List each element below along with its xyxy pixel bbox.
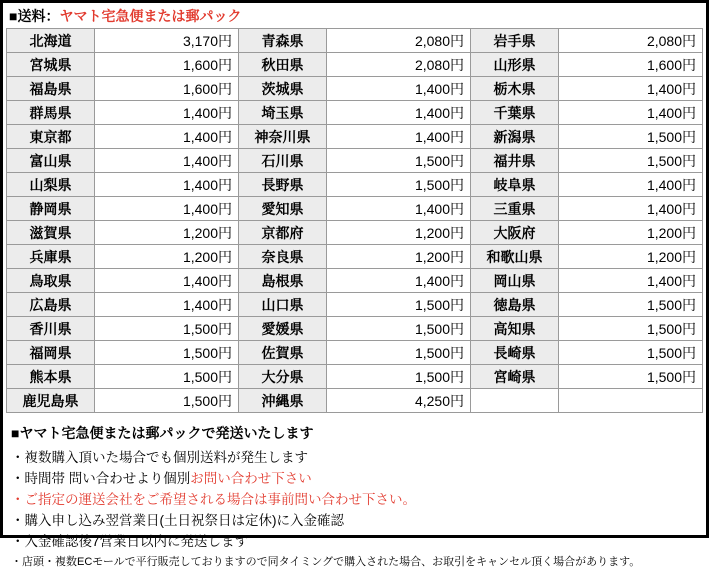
fee-cell: 1,500円 (327, 293, 471, 317)
fee-cell: 1,200円 (559, 221, 703, 245)
prefecture-cell: 熊本県 (7, 365, 95, 389)
table-row (7, 365, 703, 389)
prefecture-cell: 福岡県 (7, 341, 95, 365)
fee-cell: 2,080円 (327, 29, 471, 53)
prefecture-cell: 三重県 (471, 197, 559, 221)
prefecture-cell: 岐阜県 (471, 173, 559, 197)
prefecture-cell: 山梨県 (7, 173, 95, 197)
fee-cell: 1,500円 (559, 365, 703, 389)
page-title (3, 3, 706, 27)
prefecture-cell: 神奈川県 (239, 125, 327, 149)
fee-cell: 1,500円 (559, 293, 703, 317)
prefecture-cell: 千葉県 (471, 101, 559, 125)
fee-cell: 1,400円 (327, 125, 471, 149)
prefecture-cell: 宮城県 (7, 53, 95, 77)
prefecture-cell: 鹿児島県 (7, 389, 95, 413)
table-row (7, 29, 703, 53)
note-line (11, 531, 706, 552)
fee-cell: 1,400円 (95, 173, 239, 197)
fee-cell: 1,600円 (559, 53, 703, 77)
notes-section (11, 423, 706, 571)
fee-cell: 1,400円 (95, 197, 239, 221)
prefecture-cell: 島根県 (239, 269, 327, 293)
note-text: ・購入申し込み翌営業日(土日祝祭日は定休)に入金確認 (11, 513, 344, 528)
fee-cell: 1,400円 (327, 77, 471, 101)
fee-cell: 1,200円 (95, 221, 239, 245)
prefecture-cell: 長崎県 (471, 341, 559, 365)
fee-cell: 1,200円 (559, 245, 703, 269)
fee-cell: 1,500円 (95, 389, 239, 413)
prefecture-cell: 福島県 (7, 77, 95, 101)
prefecture-cell: 栃木県 (471, 77, 559, 101)
prefecture-cell: 茨城県 (239, 77, 327, 101)
fee-cell: 1,400円 (559, 77, 703, 101)
table-row (7, 101, 703, 125)
shipping-method-title: ヤマト宅急便または郵パック (59, 8, 242, 24)
prefecture-cell: 青森県 (239, 29, 327, 53)
note-text: ・複数購入頂いた場合でも個別送料が発生します (11, 450, 308, 465)
prefecture-cell: 沖縄県 (239, 389, 327, 413)
prefecture-cell: 新潟県 (471, 125, 559, 149)
prefecture-cell: 香川県 (7, 317, 95, 341)
fee-cell: 1,500円 (327, 173, 471, 197)
prefecture-cell: 鳥取県 (7, 269, 95, 293)
fee-cell: 1,400円 (95, 125, 239, 149)
fee-cell: 3,170円 (95, 29, 239, 53)
fee-cell: 1,400円 (327, 101, 471, 125)
fee-cell: 1,200円 (95, 245, 239, 269)
prefecture-cell: 秋田県 (239, 53, 327, 77)
note-text-highlight: ・ご指定の運送会社をご希望される場合は事前問い合わせ下さい。 (11, 492, 416, 507)
prefecture-cell: 滋賀県 (7, 221, 95, 245)
fee-cell: 1,500円 (559, 341, 703, 365)
prefecture-cell: 北海道 (7, 29, 95, 53)
prefecture-cell: 山口県 (239, 293, 327, 317)
note-text: ・入金確認後7営業日以内に発送します (11, 534, 249, 549)
table-row (7, 173, 703, 197)
table-row (7, 341, 703, 365)
table-row (7, 221, 703, 245)
prefecture-cell: 高知県 (471, 317, 559, 341)
note-line (11, 447, 706, 468)
empty-cell (559, 389, 703, 413)
shipping-fee-table-body (7, 29, 703, 413)
prefecture-cell: 愛媛県 (239, 317, 327, 341)
fee-cell: 1,600円 (95, 77, 239, 101)
note-footnote: ・店頭・複数ECモールで平行販売しておりますので同タイミングで購入された場合、お取引をキャンセル頂く場合があります。 (11, 556, 641, 568)
fee-cell: 1,500円 (327, 149, 471, 173)
prefecture-cell: 徳島県 (471, 293, 559, 317)
shipping-fee-table (6, 28, 703, 413)
prefecture-cell: 奈良県 (239, 245, 327, 269)
fee-cell: 1,500円 (559, 149, 703, 173)
fee-cell: 2,080円 (327, 53, 471, 77)
table-row (7, 317, 703, 341)
empty-cell (471, 389, 559, 413)
table-row (7, 389, 703, 413)
table-row (7, 197, 703, 221)
fee-cell: 1,200円 (327, 221, 471, 245)
shipping-label: ■送料： (9, 8, 60, 24)
prefecture-cell: 愛知県 (239, 197, 327, 221)
prefecture-cell: 静岡県 (7, 197, 95, 221)
fee-cell: 1,400円 (95, 293, 239, 317)
fee-cell: 1,400円 (95, 101, 239, 125)
fee-cell: 2,080円 (559, 29, 703, 53)
prefecture-cell: 山形県 (471, 53, 559, 77)
prefecture-cell: 広島県 (7, 293, 95, 317)
prefecture-cell: 長野県 (239, 173, 327, 197)
fee-cell: 1,400円 (559, 197, 703, 221)
table-row (7, 149, 703, 173)
fee-cell: 1,400円 (559, 101, 703, 125)
fee-cell: 1,500円 (95, 365, 239, 389)
fee-cell: 1,500円 (95, 341, 239, 365)
prefecture-cell: 富山県 (7, 149, 95, 173)
note-text-highlight: お問い合わせ下さい (190, 471, 312, 486)
prefecture-cell: 京都府 (239, 221, 327, 245)
fee-cell: 1,400円 (327, 269, 471, 293)
fee-cell: 1,200円 (327, 245, 471, 269)
fee-cell: 1,400円 (559, 269, 703, 293)
table-row (7, 125, 703, 149)
fee-cell: 4,250円 (327, 389, 471, 413)
prefecture-cell: 石川県 (239, 149, 327, 173)
fee-cell: 1,600円 (95, 53, 239, 77)
table-row (7, 269, 703, 293)
notes-heading: ■ヤマト宅急便または郵パックで発送いたします (11, 425, 314, 441)
note-text: ・時間帯 問い合わせより個別 (11, 471, 191, 486)
prefecture-cell: 東京都 (7, 125, 95, 149)
prefecture-cell: 大阪府 (471, 221, 559, 245)
fee-cell: 1,500円 (327, 341, 471, 365)
fee-cell: 1,400円 (559, 173, 703, 197)
fee-cell: 1,500円 (559, 317, 703, 341)
prefecture-cell: 佐賀県 (239, 341, 327, 365)
prefecture-cell: 岡山県 (471, 269, 559, 293)
note-line (11, 468, 706, 489)
table-row (7, 293, 703, 317)
note-line (11, 489, 706, 510)
table-row (7, 77, 703, 101)
fee-cell: 1,500円 (327, 365, 471, 389)
fee-cell: 1,500円 (559, 125, 703, 149)
prefecture-cell: 埼玉県 (239, 101, 327, 125)
table-row (7, 53, 703, 77)
fee-cell: 1,500円 (327, 317, 471, 341)
prefecture-cell: 福井県 (471, 149, 559, 173)
fee-cell: 1,400円 (327, 197, 471, 221)
table-row (7, 245, 703, 269)
fee-cell: 1,400円 (95, 149, 239, 173)
prefecture-cell: 岩手県 (471, 29, 559, 53)
fee-cell: 1,500円 (95, 317, 239, 341)
note-line (11, 510, 706, 531)
prefecture-cell: 兵庫県 (7, 245, 95, 269)
prefecture-cell: 宮崎県 (471, 365, 559, 389)
prefecture-cell: 群馬県 (7, 101, 95, 125)
prefecture-cell: 大分県 (239, 365, 327, 389)
prefecture-cell: 和歌山県 (471, 245, 559, 269)
fee-cell: 1,400円 (95, 269, 239, 293)
